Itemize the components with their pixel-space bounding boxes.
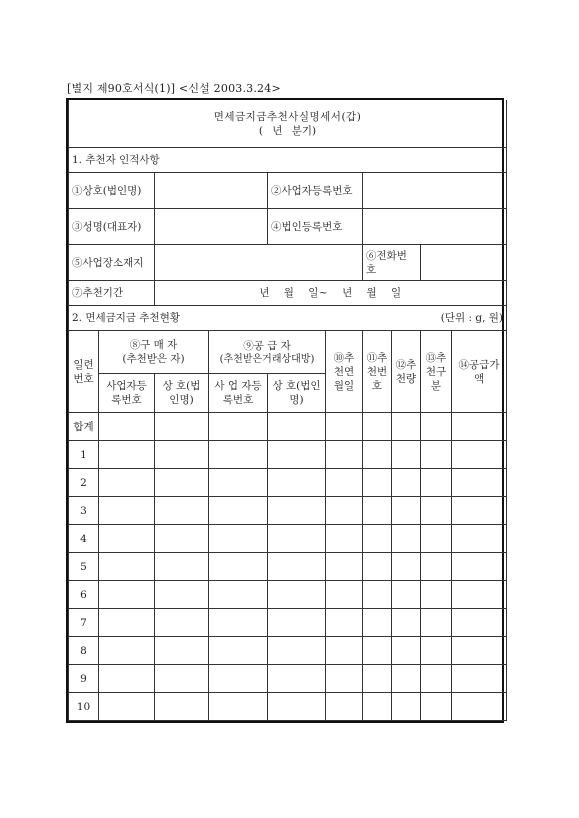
cell[interactable]: [392, 413, 421, 441]
cell[interactable]: [392, 693, 421, 721]
row-number: 3: [69, 497, 99, 525]
cell[interactable]: [155, 609, 209, 637]
header-supplier-sub: (추천받은거래상대방): [219, 353, 315, 365]
cell[interactable]: [421, 441, 452, 469]
cell[interactable]: [363, 665, 392, 693]
row-label-total: 합계: [69, 413, 99, 441]
cell[interactable]: [421, 581, 452, 609]
row-number: 10: [69, 693, 99, 721]
value-company-name[interactable]: [155, 173, 268, 209]
header-rec-type: ⑬추천구분: [421, 331, 452, 413]
cell[interactable]: [392, 581, 421, 609]
cell[interactable]: [268, 693, 326, 721]
cell[interactable]: [209, 497, 268, 525]
cell[interactable]: [155, 497, 209, 525]
table-row-total: [69, 413, 507, 441]
cell[interactable]: [99, 525, 155, 553]
cell[interactable]: [155, 693, 209, 721]
cell[interactable]: [452, 665, 507, 693]
cell[interactable]: [99, 581, 155, 609]
header-supplier-title: ⑨공 급 자: [243, 339, 291, 352]
header-buyer-name: 상 호(법인명): [155, 374, 209, 413]
cell[interactable]: [392, 665, 421, 693]
cell[interactable]: [363, 441, 392, 469]
cell[interactable]: [99, 609, 155, 637]
cell[interactable]: [392, 609, 421, 637]
cell[interactable]: [452, 553, 507, 581]
header-supplier: [209, 331, 326, 374]
cell[interactable]: [209, 581, 268, 609]
table-row: [69, 441, 507, 469]
header-buyer: [99, 331, 209, 374]
cell[interactable]: [392, 441, 421, 469]
header-supplier-name: 상 호(법인명): [268, 374, 326, 413]
cell[interactable]: [268, 497, 326, 525]
cell[interactable]: [392, 469, 421, 497]
header-qty: ⑫추천량: [392, 331, 421, 413]
cell[interactable]: [155, 413, 209, 441]
cell[interactable]: [421, 637, 452, 665]
cell[interactable]: [326, 609, 363, 637]
cell[interactable]: [268, 413, 326, 441]
header-serial-text: 일련번호: [73, 358, 94, 385]
cell[interactable]: [363, 581, 392, 609]
cell[interactable]: [363, 525, 392, 553]
cell[interactable]: [421, 469, 452, 497]
cell[interactable]: [326, 441, 363, 469]
section-recommender-info: 1. 추천자 인적사항: [69, 148, 507, 173]
form-table: [68, 100, 507, 721]
cell[interactable]: [155, 525, 209, 553]
cell[interactable]: [99, 441, 155, 469]
cell[interactable]: [363, 637, 392, 665]
value-biz-reg-no[interactable]: [363, 173, 507, 209]
row-number: 1: [69, 441, 99, 469]
value-representative[interactable]: [155, 209, 268, 245]
row-number: 6: [69, 581, 99, 609]
cell[interactable]: [209, 553, 268, 581]
header-buyer-title: ⑧구 매 자: [129, 339, 178, 351]
cell[interactable]: [421, 525, 452, 553]
cell[interactable]: [326, 665, 363, 693]
cell[interactable]: [268, 581, 326, 609]
header-buyer-reg-no: 사업자등록번호: [99, 374, 155, 413]
recommendation-statement-form: [66, 98, 504, 723]
cell[interactable]: [363, 609, 392, 637]
row-number: 2: [69, 469, 99, 497]
cell[interactable]: [421, 665, 452, 693]
header-supplier-reg-no: 사 업 자등록번호: [209, 374, 268, 413]
form-title-quarter: ( 년 분기): [258, 124, 317, 137]
header-buyer-sub: (추천받은 자): [122, 353, 185, 365]
label-address: ⑤사업장소재지: [69, 245, 155, 281]
cell[interactable]: [363, 693, 392, 721]
cell[interactable]: [268, 665, 326, 693]
cell[interactable]: [452, 637, 507, 665]
cell[interactable]: [452, 413, 507, 441]
cell[interactable]: [326, 693, 363, 721]
cell[interactable]: [326, 581, 363, 609]
cell[interactable]: [452, 693, 507, 721]
cell[interactable]: [363, 497, 392, 525]
value-period[interactable]: 년 월 일~ 년 월 일: [155, 281, 507, 306]
label-company-name: ①상호(법인명): [69, 173, 155, 209]
cell[interactable]: [99, 693, 155, 721]
header-serial-no: [69, 331, 99, 413]
cell[interactable]: [99, 497, 155, 525]
cell[interactable]: [155, 581, 209, 609]
table-row: [69, 637, 507, 665]
cell[interactable]: [452, 441, 507, 469]
cell[interactable]: [326, 413, 363, 441]
cell[interactable]: [452, 497, 507, 525]
unit-label: (단위 : g, 원): [392, 306, 507, 331]
label-representative: ③성명(대표자): [69, 209, 155, 245]
row-number: 8: [69, 637, 99, 665]
table-row: [69, 497, 507, 525]
cell[interactable]: [421, 553, 452, 581]
label-corp-reg-no: ④법인등록번호: [268, 209, 363, 245]
label-phone: ⑥전화번호: [363, 245, 421, 281]
cell[interactable]: [268, 553, 326, 581]
label-biz-reg-no: ②사업자등록번호: [268, 173, 363, 209]
form-title-main: 면세금지금추천사실명세서(갑): [213, 110, 362, 123]
cell[interactable]: [363, 553, 392, 581]
section-recommendation-status: 2. 면세금지금 추천현황: [69, 306, 392, 331]
cell[interactable]: [99, 413, 155, 441]
table-row: [69, 469, 507, 497]
cell[interactable]: [421, 693, 452, 721]
table-row: [69, 525, 507, 553]
cell[interactable]: [99, 665, 155, 693]
row-number: 4: [69, 525, 99, 553]
cell[interactable]: [268, 469, 326, 497]
table-row: [69, 693, 507, 721]
cell[interactable]: [392, 497, 421, 525]
data-rows: [69, 441, 507, 721]
cell[interactable]: [209, 609, 268, 637]
cell[interactable]: [209, 441, 268, 469]
cell[interactable]: [363, 413, 392, 441]
row-number: 7: [69, 609, 99, 637]
table-row: [69, 665, 507, 693]
cell[interactable]: [363, 469, 392, 497]
value-address[interactable]: [155, 245, 363, 281]
cell[interactable]: [209, 637, 268, 665]
cell[interactable]: [155, 441, 209, 469]
cell[interactable]: [452, 469, 507, 497]
form-title: [69, 100, 507, 148]
table-row: [69, 553, 507, 581]
cell[interactable]: [392, 553, 421, 581]
cell[interactable]: [99, 553, 155, 581]
cell[interactable]: [209, 693, 268, 721]
cell[interactable]: [326, 497, 363, 525]
cell[interactable]: [392, 525, 421, 553]
cell[interactable]: [209, 413, 268, 441]
cell[interactable]: [155, 553, 209, 581]
cell[interactable]: [268, 637, 326, 665]
cell[interactable]: [99, 637, 155, 665]
cell[interactable]: [326, 553, 363, 581]
cell[interactable]: [209, 525, 268, 553]
cell[interactable]: [421, 609, 452, 637]
cell[interactable]: [452, 581, 507, 609]
cell[interactable]: [421, 413, 452, 441]
label-period: ⑦추천기간: [69, 281, 155, 306]
cell[interactable]: [326, 637, 363, 665]
cell[interactable]: [268, 525, 326, 553]
cell[interactable]: [155, 469, 209, 497]
cell[interactable]: [326, 525, 363, 553]
header-rec-date: ⑩추천연월일: [326, 331, 363, 413]
cell[interactable]: [209, 469, 268, 497]
header-rec-no: ⑪추천번호: [363, 331, 392, 413]
table-row: [69, 581, 507, 609]
cell[interactable]: [268, 441, 326, 469]
cell[interactable]: [326, 469, 363, 497]
value-phone[interactable]: [421, 245, 507, 281]
form-reference-header: [별지 제90호서식(1)] <신설 2003.3.24>: [67, 82, 281, 95]
header-supply-price: ⑭공급가액: [452, 331, 507, 413]
cell[interactable]: [209, 665, 268, 693]
value-corp-reg-no[interactable]: [363, 209, 507, 245]
cell[interactable]: [155, 665, 209, 693]
cell[interactable]: [392, 637, 421, 665]
table-row: [69, 609, 507, 637]
row-number: 9: [69, 665, 99, 693]
cell[interactable]: [268, 609, 326, 637]
cell[interactable]: [155, 637, 209, 665]
cell[interactable]: [99, 469, 155, 497]
row-number: 5: [69, 553, 99, 581]
cell[interactable]: [452, 609, 507, 637]
cell[interactable]: [421, 497, 452, 525]
cell[interactable]: [452, 525, 507, 553]
